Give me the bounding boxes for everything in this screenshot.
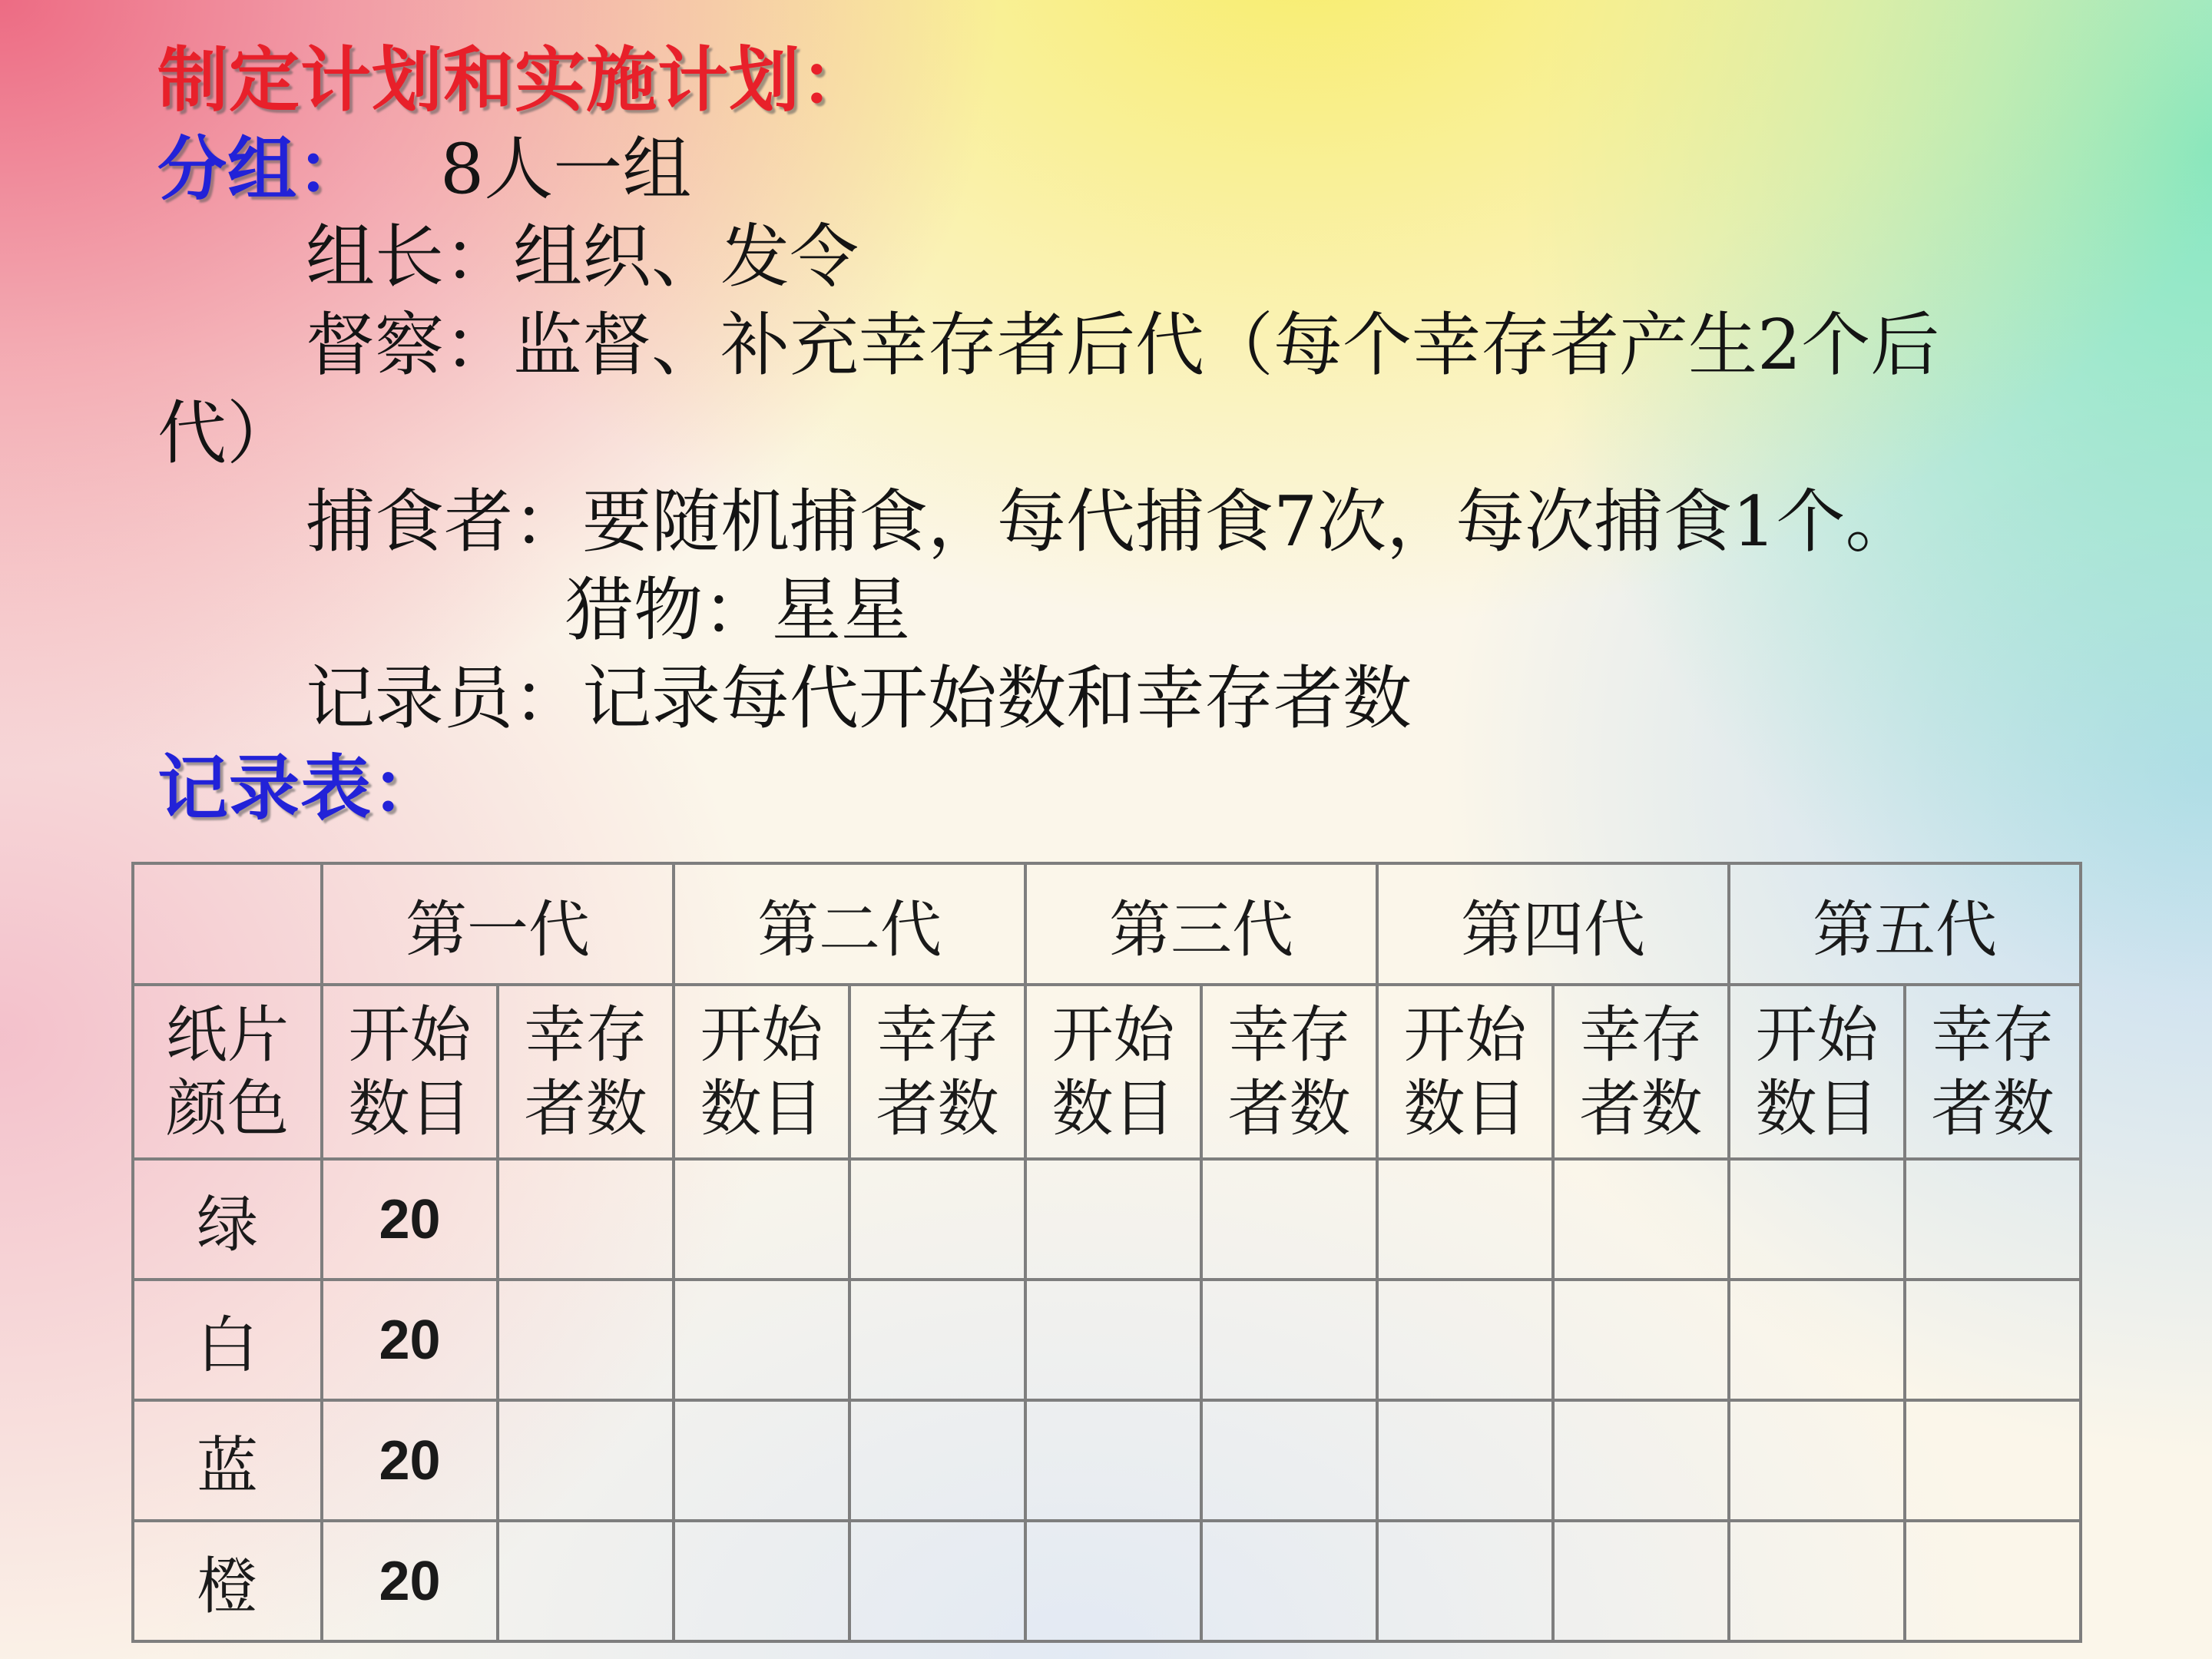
survivor-count-header: 幸存 者数	[1553, 985, 1729, 1159]
start-count-cell: 20	[322, 1400, 498, 1521]
empty-corner-cell	[133, 863, 322, 985]
empty-cell	[1377, 1400, 1553, 1521]
empty-cell	[1377, 1521, 1553, 1641]
role-leader: 组长：组织、发令	[306, 217, 859, 297]
paper-color-cell: 绿	[133, 1159, 322, 1280]
empty-cell	[1729, 1400, 1905, 1521]
record-table	[131, 862, 2082, 1643]
empty-cell	[1905, 1521, 2081, 1641]
generation-header: 第三代	[1025, 863, 1377, 985]
generation-header-row	[133, 863, 2081, 985]
empty-cell	[1553, 1521, 1729, 1641]
record-table-label: 记录表：	[157, 747, 444, 830]
sub-header-row	[133, 985, 2081, 1159]
empty-cell	[1025, 1159, 1201, 1280]
group-size-number: 8	[440, 129, 485, 210]
start-count-header: 开始 数目	[1025, 985, 1201, 1159]
empty-cell	[674, 1159, 849, 1280]
role-prey: 猎物：星星	[565, 570, 910, 651]
empty-cell	[498, 1159, 674, 1280]
generation-header: 第四代	[1377, 863, 1729, 985]
empty-cell	[674, 1400, 849, 1521]
survivor-count-header: 幸存 者数	[1201, 985, 1377, 1159]
empty-cell	[1377, 1159, 1553, 1280]
paper-color-cell: 蓝	[133, 1400, 322, 1521]
survivor-count-header: 幸存 者数	[849, 985, 1025, 1159]
empty-cell	[498, 1280, 674, 1400]
empty-cell	[1905, 1280, 2081, 1400]
empty-cell	[1201, 1280, 1377, 1400]
empty-cell	[1905, 1400, 2081, 1521]
table-row	[133, 1159, 2081, 1280]
start-count-header: 开始 数目	[674, 985, 849, 1159]
survivor-count-header: 幸存 者数	[498, 985, 674, 1159]
start-count-header: 开始 数目	[1377, 985, 1553, 1159]
role-supervisor-continued: 代）	[157, 393, 296, 474]
empty-cell	[849, 1159, 1025, 1280]
empty-cell	[1905, 1159, 2081, 1280]
paper-color-header: 纸片 颜色	[133, 985, 322, 1159]
table-row	[133, 1521, 2081, 1641]
grouping-line	[157, 128, 692, 210]
empty-cell	[498, 1521, 674, 1641]
empty-cell	[1553, 1159, 1729, 1280]
empty-cell	[498, 1400, 674, 1521]
role-supervisor: 督察：监督、补充幸存者后代（每个幸存者产生2个后	[306, 305, 1940, 386]
empty-cell	[849, 1400, 1025, 1521]
empty-cell	[674, 1280, 849, 1400]
start-count-cell: 20	[322, 1280, 498, 1400]
empty-cell	[1201, 1159, 1377, 1280]
empty-cell	[1729, 1280, 1905, 1400]
table-row	[133, 1400, 2081, 1521]
empty-cell	[674, 1521, 849, 1641]
start-count-cell: 20	[322, 1521, 498, 1641]
start-count-cell: 20	[322, 1159, 498, 1280]
empty-cell	[1553, 1400, 1729, 1521]
role-predator: 捕食者：要随机捕食，每代捕食7次，每次捕食1个。	[306, 482, 1915, 562]
empty-cell	[1201, 1400, 1377, 1521]
paper-color-cell: 白	[133, 1280, 322, 1400]
survivor-count-header: 幸存 者数	[1905, 985, 2081, 1159]
empty-cell	[1201, 1521, 1377, 1641]
empty-cell	[1729, 1159, 1905, 1280]
start-count-header: 开始 数目	[1729, 985, 1905, 1159]
group-size-text: 人一组	[484, 129, 692, 210]
role-recorder: 记录员：记录每代开始数和幸存者数	[306, 658, 1412, 739]
generation-header: 第五代	[1729, 863, 2081, 985]
empty-cell	[1729, 1521, 1905, 1641]
generation-header: 第一代	[322, 863, 674, 985]
grouping-label: 分组：	[157, 128, 367, 210]
paper-color-cell: 橙	[133, 1521, 322, 1641]
empty-cell	[1025, 1400, 1201, 1521]
empty-cell	[1553, 1280, 1729, 1400]
empty-cell	[1025, 1521, 1201, 1641]
generation-header: 第二代	[674, 863, 1025, 985]
empty-cell	[849, 1521, 1025, 1641]
empty-cell	[849, 1280, 1025, 1400]
start-count-header: 开始 数目	[322, 985, 498, 1159]
page-title: 制定计划和实施计划：	[157, 38, 873, 121]
empty-cell	[1377, 1280, 1553, 1400]
table-row	[133, 1280, 2081, 1400]
empty-cell	[1025, 1280, 1201, 1400]
